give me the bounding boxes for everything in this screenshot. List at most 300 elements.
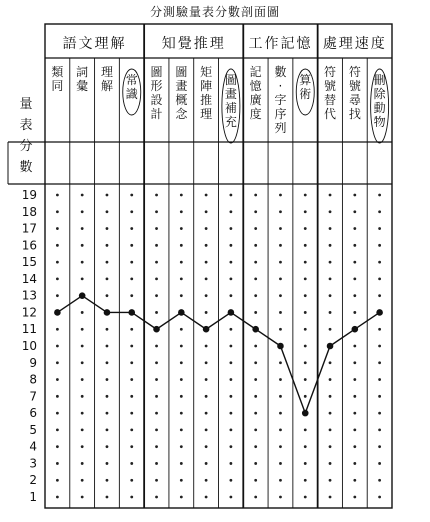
subtest-label-char-2-0: 憶 <box>249 79 262 93</box>
subtest-label-char-1-0: 圖 <box>150 65 163 79</box>
subtest-label-char-3-0: 替 <box>324 93 337 107</box>
grid-dot <box>130 194 133 197</box>
grid-dot <box>329 412 332 415</box>
grid-dot <box>81 361 84 364</box>
grid-dot <box>106 194 109 197</box>
subtest-label-char-0-0: 同 <box>51 79 64 93</box>
grid-dot <box>56 428 59 431</box>
group-header-3: 處理速度 <box>322 36 387 52</box>
grid-dot <box>304 345 307 348</box>
grid-dot <box>304 311 307 314</box>
grid-dot <box>329 244 332 247</box>
grid-dot <box>279 311 282 314</box>
y-tick-label-11: 11 <box>21 322 37 337</box>
grid-dot <box>56 361 59 364</box>
grid-dot <box>81 479 84 482</box>
grid-dot <box>353 462 356 465</box>
grid-dot <box>329 496 332 499</box>
grid-dot <box>155 428 158 431</box>
subtest-label-char-2-0: 廣 <box>249 93 262 107</box>
grid-dot <box>353 277 356 280</box>
grid-dot <box>254 311 257 314</box>
grid-dot <box>353 210 356 213</box>
grid-dot <box>56 328 59 331</box>
grid-dot <box>130 345 133 348</box>
grid-dot <box>254 227 257 230</box>
grid-dot <box>155 378 158 381</box>
grid-dot <box>130 227 133 230</box>
ylabel-char: 數 <box>19 160 33 175</box>
grid-dot <box>254 395 257 398</box>
grid-dot <box>353 395 356 398</box>
grid-dot <box>106 227 109 230</box>
grid-dot <box>229 328 232 331</box>
grid-dot <box>106 395 109 398</box>
grid-dot <box>254 244 257 247</box>
grid-dot <box>378 227 381 230</box>
grid-dot <box>378 445 381 448</box>
grid-dot <box>279 194 282 197</box>
data-point-10 <box>302 410 309 417</box>
grid-dot <box>229 462 232 465</box>
grid-dot <box>155 462 158 465</box>
y-tick-label-10: 10 <box>21 339 37 353</box>
grid-dot <box>353 496 356 499</box>
grid-dot <box>329 294 332 297</box>
grid-dot <box>279 244 282 247</box>
subtest-label-char-2-2: 算 <box>299 73 312 87</box>
grid-dot <box>106 428 109 431</box>
grid-dot <box>180 496 183 499</box>
subtest-label-char-1-0: 計 <box>150 107 163 121</box>
grid-dot <box>56 479 59 482</box>
grid-dot <box>254 479 257 482</box>
grid-dot <box>304 210 307 213</box>
grid-dot <box>353 261 356 264</box>
grid-dot <box>353 244 356 247</box>
grid-dot <box>229 496 232 499</box>
grid-dot <box>254 294 257 297</box>
grid-dot <box>130 361 133 364</box>
grid-dot <box>378 462 381 465</box>
data-point-13 <box>376 309 383 316</box>
grid-dot <box>155 227 158 230</box>
grid-dot <box>106 345 109 348</box>
grid-dot <box>106 496 109 499</box>
grid-dot <box>56 395 59 398</box>
grid-dot <box>279 445 282 448</box>
grid-dot <box>155 395 158 398</box>
grid-dot <box>304 496 307 499</box>
subtest-label-char-2-1: 數 <box>274 65 287 79</box>
grid-dot <box>81 244 84 247</box>
grid-dot <box>180 277 183 280</box>
grid-dot <box>205 395 208 398</box>
grid-dot <box>205 294 208 297</box>
grid-dot <box>378 395 381 398</box>
grid-dot <box>329 210 332 213</box>
grid-dot <box>56 496 59 499</box>
grid-dot <box>205 462 208 465</box>
grid-dot <box>130 328 133 331</box>
grid-dot <box>329 361 332 364</box>
grid-dot <box>329 227 332 230</box>
grid-dot <box>205 227 208 230</box>
subtest-label-char-3-0: 代 <box>324 107 337 121</box>
grid-dot <box>106 261 109 264</box>
grid-dot <box>254 412 257 415</box>
grid-dot <box>279 378 282 381</box>
grid-dot <box>81 395 84 398</box>
grid-dot <box>180 328 183 331</box>
subtest-label-char-1-3: 補 <box>224 101 237 115</box>
grid-dot <box>180 261 183 264</box>
grid-dot <box>254 210 257 213</box>
grid-dot <box>106 361 109 364</box>
grid-dot <box>229 445 232 448</box>
grid-dot <box>180 412 183 415</box>
subtest-label-char-2-0: 度 <box>249 107 262 121</box>
subtest-label-char-2-1: · <box>278 79 283 93</box>
grid-dot <box>353 227 356 230</box>
grid-dot <box>180 345 183 348</box>
grid-dot <box>56 345 59 348</box>
grid-dot <box>81 328 84 331</box>
grid-dot <box>205 311 208 314</box>
grid-dot <box>378 294 381 297</box>
y-tick-label-16: 16 <box>21 238 37 253</box>
grid-dot <box>378 261 381 264</box>
grid-dot <box>180 244 183 247</box>
grid-dot <box>205 445 208 448</box>
grid-dot <box>155 311 158 314</box>
grid-dot <box>229 361 232 364</box>
y-tick-label-12: 12 <box>21 305 37 320</box>
grid-dot <box>229 345 232 348</box>
subtest-label-char-2-1: 字 <box>274 93 287 107</box>
grid-dot <box>329 395 332 398</box>
y-tick-label-9: 9 <box>29 355 37 370</box>
grid-dot <box>378 496 381 499</box>
grid-dot <box>378 328 381 331</box>
grid-dot <box>279 227 282 230</box>
grid-dot <box>180 479 183 482</box>
ylabel-char: 分 <box>19 139 33 154</box>
grid-dot <box>304 428 307 431</box>
grid-dot <box>353 311 356 314</box>
grid-dot <box>205 261 208 264</box>
grid-dot <box>106 445 109 448</box>
grid-dot <box>329 428 332 431</box>
y-tick-label-2: 2 <box>29 473 37 488</box>
grid-dot <box>229 210 232 213</box>
grid-dot <box>229 428 232 431</box>
grid-dot <box>81 277 84 280</box>
grid-dot <box>205 496 208 499</box>
grid-dot <box>155 445 158 448</box>
grid-dot <box>205 412 208 415</box>
grid-dot <box>205 345 208 348</box>
grid-dot <box>56 445 59 448</box>
grid-dot <box>180 194 183 197</box>
grid-dot <box>180 294 183 297</box>
grid-dot <box>180 210 183 213</box>
grid-dot <box>329 194 332 197</box>
grid-dot <box>353 194 356 197</box>
grid-dot <box>81 378 84 381</box>
subtest-label-char-1-2: 矩 <box>200 65 213 79</box>
grid-dot <box>229 277 232 280</box>
grid-dot <box>106 277 109 280</box>
grid-dot <box>304 261 307 264</box>
group-header-2: 工作記憶 <box>248 36 313 52</box>
grid-dot <box>205 361 208 364</box>
subtest-label-char-1-0: 設 <box>150 93 163 107</box>
subtest-label-char-3-1: 號 <box>348 79 361 93</box>
grid-dot <box>130 496 133 499</box>
subtest-label-char-1-1: 圖 <box>175 65 188 79</box>
grid-dot <box>56 462 59 465</box>
y-tick-label-1: 1 <box>29 490 37 504</box>
grid-dot <box>353 445 356 448</box>
grid-dot <box>56 227 59 230</box>
grid-dot <box>180 227 183 230</box>
grid-dot <box>329 277 332 280</box>
grid-dot <box>56 244 59 247</box>
grid-dot <box>205 277 208 280</box>
subtest-label-char-1-0: 形 <box>150 79 163 93</box>
grid-dot <box>81 345 84 348</box>
subtest-label-char-1-3: 圖 <box>224 73 237 87</box>
data-point-11 <box>327 343 334 350</box>
grid-dot <box>254 496 257 499</box>
grid-dot <box>180 395 183 398</box>
grid-dot <box>378 244 381 247</box>
y-tick-label-13: 13 <box>21 288 37 303</box>
grid-dot <box>279 462 282 465</box>
ylabel-char: 表 <box>19 118 33 133</box>
grid-dot <box>106 462 109 465</box>
grid-dot <box>378 361 381 364</box>
data-point-1 <box>79 292 86 299</box>
subtest-label-char-0-1: 詞 <box>76 65 89 79</box>
grid-dot <box>106 378 109 381</box>
grid-dot <box>229 227 232 230</box>
grid-dot <box>279 496 282 499</box>
subtest-label-char-3-2: 除 <box>373 87 386 101</box>
group-header-1: 知覺推理 <box>161 36 226 52</box>
data-point-6 <box>203 326 210 333</box>
grid-dot <box>254 428 257 431</box>
grid-dot <box>205 428 208 431</box>
data-point-9 <box>277 343 284 350</box>
grid-dot <box>279 294 282 297</box>
grid-dot <box>378 378 381 381</box>
grid-dot <box>130 210 133 213</box>
grid-dot <box>329 479 332 482</box>
grid-dot <box>155 244 158 247</box>
data-point-0 <box>54 309 61 316</box>
ylabel-char: 量 <box>19 97 33 112</box>
subtest-label-char-0-2: 理 <box>100 65 113 79</box>
grid-dot <box>130 462 133 465</box>
grid-dot <box>81 412 84 415</box>
subtest-label-char-2-1: 序 <box>274 107 287 121</box>
grid-dot <box>81 445 84 448</box>
chart-title: 分測驗量表分數剖面圖 <box>149 5 280 19</box>
grid-dot <box>56 277 59 280</box>
grid-dot <box>229 244 232 247</box>
grid-dot <box>378 194 381 197</box>
y-tick-label-19: 19 <box>21 188 37 202</box>
grid-dot <box>279 261 282 264</box>
subtest-label-char-2-1: 列 <box>274 121 287 135</box>
grid-dot <box>304 378 307 381</box>
y-tick-label-15: 15 <box>21 255 37 270</box>
group-header-0: 語文理解 <box>62 36 127 52</box>
grid-dot <box>205 378 208 381</box>
subtest-label-char-3-1: 找 <box>348 107 361 121</box>
grid-dot <box>229 194 232 197</box>
grid-dot <box>378 210 381 213</box>
subtest-label-char-1-1: 畫 <box>175 79 188 93</box>
grid-dot <box>180 361 183 364</box>
grid-dot <box>130 244 133 247</box>
grid-dot <box>130 378 133 381</box>
y-tick-label-18: 18 <box>21 204 37 219</box>
grid-dot <box>180 428 183 431</box>
y-tick-label-4: 4 <box>29 439 37 454</box>
grid-dot <box>56 210 59 213</box>
grid-dot <box>106 244 109 247</box>
data-point-4 <box>153 326 160 333</box>
grid-dot <box>155 210 158 213</box>
grid-dot <box>180 445 183 448</box>
grid-dot <box>81 194 84 197</box>
grid-dot <box>304 479 307 482</box>
grid-dot <box>254 194 257 197</box>
subtest-label-char-0-3: 常 <box>125 73 138 87</box>
grid-dot <box>279 412 282 415</box>
grid-dot <box>329 378 332 381</box>
subtest-label-char-3-1: 尋 <box>348 93 361 107</box>
grid-dot <box>353 345 356 348</box>
grid-dot <box>304 194 307 197</box>
subtest-label-char-1-2: 推 <box>200 93 213 107</box>
grid-dot <box>378 428 381 431</box>
subtest-label-char-0-1: 彙 <box>76 79 89 93</box>
grid-dot <box>378 412 381 415</box>
subtest-label-char-0-0: 類 <box>51 65 64 79</box>
grid-dot <box>180 462 183 465</box>
data-point-3 <box>128 309 135 316</box>
grid-dot <box>329 445 332 448</box>
grid-dot <box>81 462 84 465</box>
subtest-label-char-1-3: 畫 <box>224 87 237 101</box>
grid-dot <box>155 496 158 499</box>
grid-dot <box>229 412 232 415</box>
subtest-label-char-1-2: 陣 <box>200 79 213 93</box>
grid-dot <box>155 361 158 364</box>
grid-dot <box>378 345 381 348</box>
subtest-label-char-2-0: 記 <box>249 65 262 79</box>
grid-dot <box>229 479 232 482</box>
grid-dot <box>155 277 158 280</box>
grid-dot <box>56 412 59 415</box>
grid-dot <box>130 395 133 398</box>
grid-dot <box>254 261 257 264</box>
grid-dot <box>205 210 208 213</box>
grid-dot <box>254 378 257 381</box>
grid-dot <box>155 261 158 264</box>
subtest-label-char-1-1: 念 <box>175 107 188 121</box>
subtest-label-char-3-1: 符 <box>348 65 361 79</box>
subtest-label-char-1-2: 理 <box>200 107 213 121</box>
grid-dot <box>205 479 208 482</box>
grid-dot <box>155 194 158 197</box>
grid-dot <box>279 277 282 280</box>
grid-dot <box>304 227 307 230</box>
grid-dot <box>106 412 109 415</box>
grid-dot <box>254 277 257 280</box>
grid-dot <box>229 378 232 381</box>
subtest-label-char-3-0: 號 <box>324 79 337 93</box>
y-tick-label-8: 8 <box>29 372 37 387</box>
grid-dot <box>279 328 282 331</box>
grid-dot <box>279 361 282 364</box>
grid-dot <box>279 479 282 482</box>
grid-dot <box>329 311 332 314</box>
grid-dot <box>81 210 84 213</box>
grid-dot <box>378 479 381 482</box>
grid-dot <box>81 311 84 314</box>
grid-dot <box>56 194 59 197</box>
y-tick-label-3: 3 <box>29 456 37 471</box>
grid-dot <box>229 294 232 297</box>
subtest-label-char-3-0: 符 <box>324 65 337 79</box>
grid-dot <box>106 210 109 213</box>
grid-dot <box>106 328 109 331</box>
grid-dot <box>130 428 133 431</box>
grid-dot <box>329 328 332 331</box>
grid-dot <box>81 227 84 230</box>
grid-dot <box>254 361 257 364</box>
grid-dot <box>279 395 282 398</box>
subtest-label-char-3-2: 動 <box>373 101 386 115</box>
grid-dot <box>130 412 133 415</box>
grid-dot <box>81 496 84 499</box>
subtest-label-char-3-2: 刪 <box>373 73 386 87</box>
grid-dot <box>254 345 257 348</box>
subtest-label-char-3-2: 物 <box>373 115 386 129</box>
grid-dot <box>81 428 84 431</box>
grid-dot <box>56 294 59 297</box>
y-tick-label-6: 6 <box>29 406 37 421</box>
grid-dot <box>353 361 356 364</box>
grid-dot <box>329 261 332 264</box>
grid-dot <box>279 428 282 431</box>
grid-dot <box>304 294 307 297</box>
data-point-12 <box>352 326 359 333</box>
grid-dot <box>329 462 332 465</box>
grid-dot <box>130 479 133 482</box>
grid-dot <box>304 244 307 247</box>
grid-dot <box>155 345 158 348</box>
y-tick-label-14: 14 <box>21 271 37 286</box>
grid-dot <box>304 395 307 398</box>
grid-dot <box>106 479 109 482</box>
grid-dot <box>130 445 133 448</box>
